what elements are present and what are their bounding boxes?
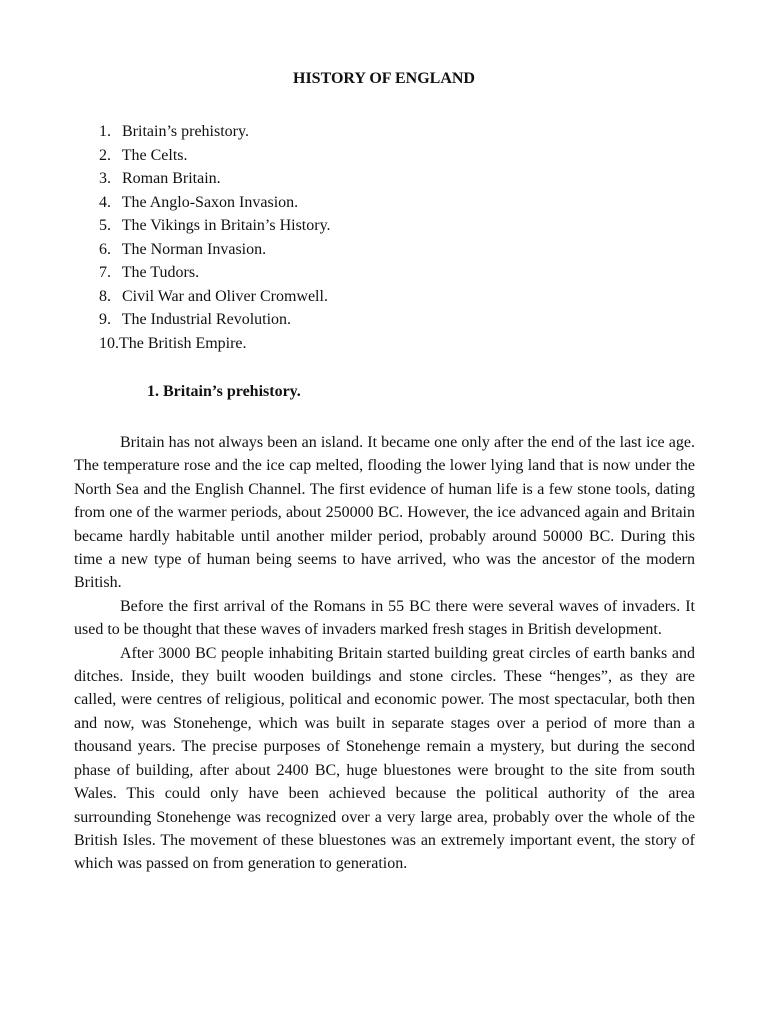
toc-item: [99, 144, 331, 168]
toc-item-number: 10.: [99, 334, 119, 352]
toc-item: [99, 261, 331, 285]
section-heading: 1. Britain’s prehistory.: [147, 383, 301, 400]
toc-item-number: 7.: [99, 264, 111, 281]
toc-item-number: 2.: [99, 146, 111, 164]
toc-item-number: 9.: [99, 311, 111, 328]
toc-item-label: The British Empire.: [119, 334, 247, 352]
toc-item-number: 4.: [99, 193, 111, 211]
toc-item: [99, 332, 331, 356]
toc-item: [99, 214, 331, 238]
toc-item: [99, 238, 331, 262]
toc-item-label: Civil War and Oliver Cromwell.: [122, 287, 328, 305]
body-paragraph: Britain has not always been an island. It became one only after the end of the last ice age. The temperature rose and the ice cap melted, flooding the lower lying land that is now under the North Sea and the English Channel. The first evidence of human life is a few stone tools, dating from one of the warmer periods, about 250000 BC. However, the ice advanced again and Britain became hardly habitable until another milder period, probably around 50000 BC. During this time a new type of human being seems to have arrived, who was the ancestor of the modern British.: [74, 434, 695, 592]
toc-item: [99, 167, 331, 191]
body-paragraph: Before the first arrival of the Romans in 55 BC there were several waves of invaders. It used to be thought that these waves of invaders marked fresh stages in British development.: [74, 597, 695, 639]
toc-item-number: 1.: [99, 123, 111, 140]
toc-item-label: The Anglo-Saxon Invasion.: [121, 193, 299, 211]
document-title: HISTORY OF ENGLAND: [293, 70, 475, 87]
toc-item: [99, 120, 331, 144]
section-body: [74, 431, 695, 876]
toc-item-number: 6.: [99, 240, 111, 258]
toc-item-label: The Vikings in Britain’s History.: [121, 217, 331, 234]
body-paragraph: After 3000 BC people inhabiting Britain started building great circles of earth banks and ditches. Inside, they built wooden buildings and stone circles. These “henges”, as they are called, were centres of religious, political and economic power. The most spectacular, both then and now, was Stonehenge, which was built in separate stages over a period of more than a thousand years. The precise purposes of Stonehenge remain a mystery, but during the second phase of building, after about 2400 BC, huge bluestones were brought to the site from south Wales. This could only have been achieved because the political authority of the area surrounding Stonehenge was recognized over a very large area, probably over the whole of the British Isles. The movement of these bluestones was an extremely important event, the story of which was passed on from generation to generation.: [74, 644, 695, 873]
table-of-contents: [99, 120, 331, 355]
toc-item-label: The Celts.: [121, 146, 188, 164]
toc-item-label: The Tudors.: [121, 264, 200, 281]
toc-item-label: The Industrial Revolution.: [121, 311, 292, 328]
toc-item-label: The Norman Invasion.: [121, 240, 267, 258]
toc-item-number: 3.: [99, 170, 111, 187]
toc-item: [99, 285, 331, 309]
toc-item-number: 8.: [99, 287, 111, 305]
toc-item: [99, 191, 331, 215]
toc-item-number: 5.: [99, 217, 111, 234]
toc-item-label: Roman Britain.: [122, 170, 221, 187]
toc-item-label: Britain’s prehistory.: [122, 123, 249, 140]
toc-item: [99, 308, 331, 332]
